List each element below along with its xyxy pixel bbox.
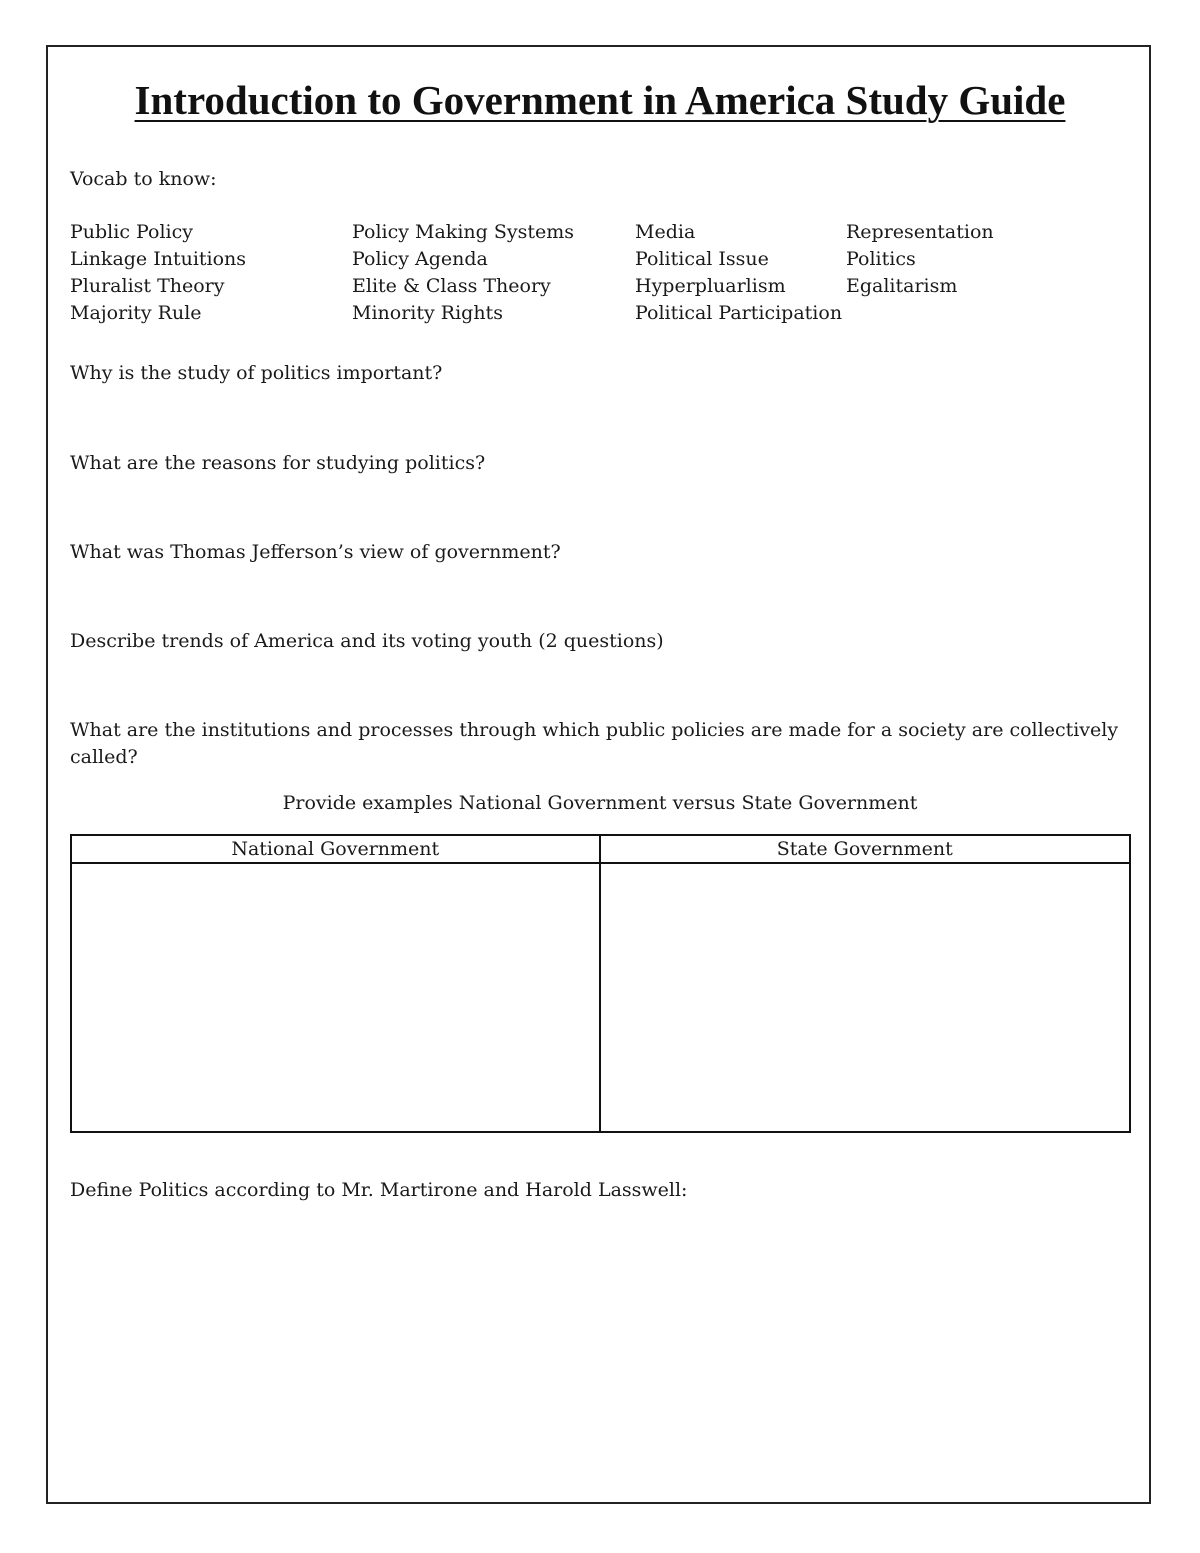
question-2: What are the reasons for studying politics? xyxy=(70,452,486,474)
page-title: Introduction to Government in America Study Guide xyxy=(134,77,1066,123)
vocab-term: Political Issue xyxy=(635,248,769,270)
question-1: Why is the study of politics important? xyxy=(70,362,443,384)
table-header-national: National Government xyxy=(72,836,601,864)
vocab-term: Politics xyxy=(846,248,916,270)
vocab-term: Hyperpluarlism xyxy=(635,275,786,297)
vocab-column-3 xyxy=(635,219,842,327)
vocab-term: Minority Rights xyxy=(352,302,503,324)
final-question: Define Politics according to Mr. Martirone and Harold Lasswell: xyxy=(70,1179,688,1201)
vocab-term: Representation xyxy=(846,221,994,243)
vocab-column-2 xyxy=(352,219,574,327)
vocab-term: Policy Agenda xyxy=(352,248,488,270)
vocab-term: Linkage Intuitions xyxy=(70,248,247,270)
comparison-table xyxy=(70,834,1131,1133)
vocab-term: Policy Making Systems xyxy=(352,221,574,243)
vocab-term: Pluralist Theory xyxy=(70,275,225,297)
table-header-state: State Government xyxy=(601,836,1130,864)
national-answer-cell[interactable] xyxy=(72,864,601,1131)
vocab-column-1 xyxy=(70,219,246,327)
question-4: Describe trends of America and its voting youth (2 questions) xyxy=(70,630,664,652)
vocab-column-4 xyxy=(846,219,994,300)
vocab-term: Media xyxy=(635,221,696,243)
vocab-term: Elite & Class Theory xyxy=(352,275,551,297)
vocab-term: Political Participation xyxy=(635,302,843,324)
vocab-term: Majority Rule xyxy=(70,302,202,324)
comparison-prompt: Provide examples National Government versus State Government xyxy=(282,792,918,814)
question-3: What was Thomas Jefferson’s view of government? xyxy=(70,541,561,563)
question-5: What are the institutions and processes through which public policies are made for a society are collectively called? xyxy=(70,719,1119,768)
vocab-term: Public Policy xyxy=(70,221,193,243)
state-answer-cell[interactable] xyxy=(601,864,1130,1131)
vocab-heading: Vocab to know: xyxy=(70,168,217,190)
vocab-term: Egalitarism xyxy=(846,275,958,297)
